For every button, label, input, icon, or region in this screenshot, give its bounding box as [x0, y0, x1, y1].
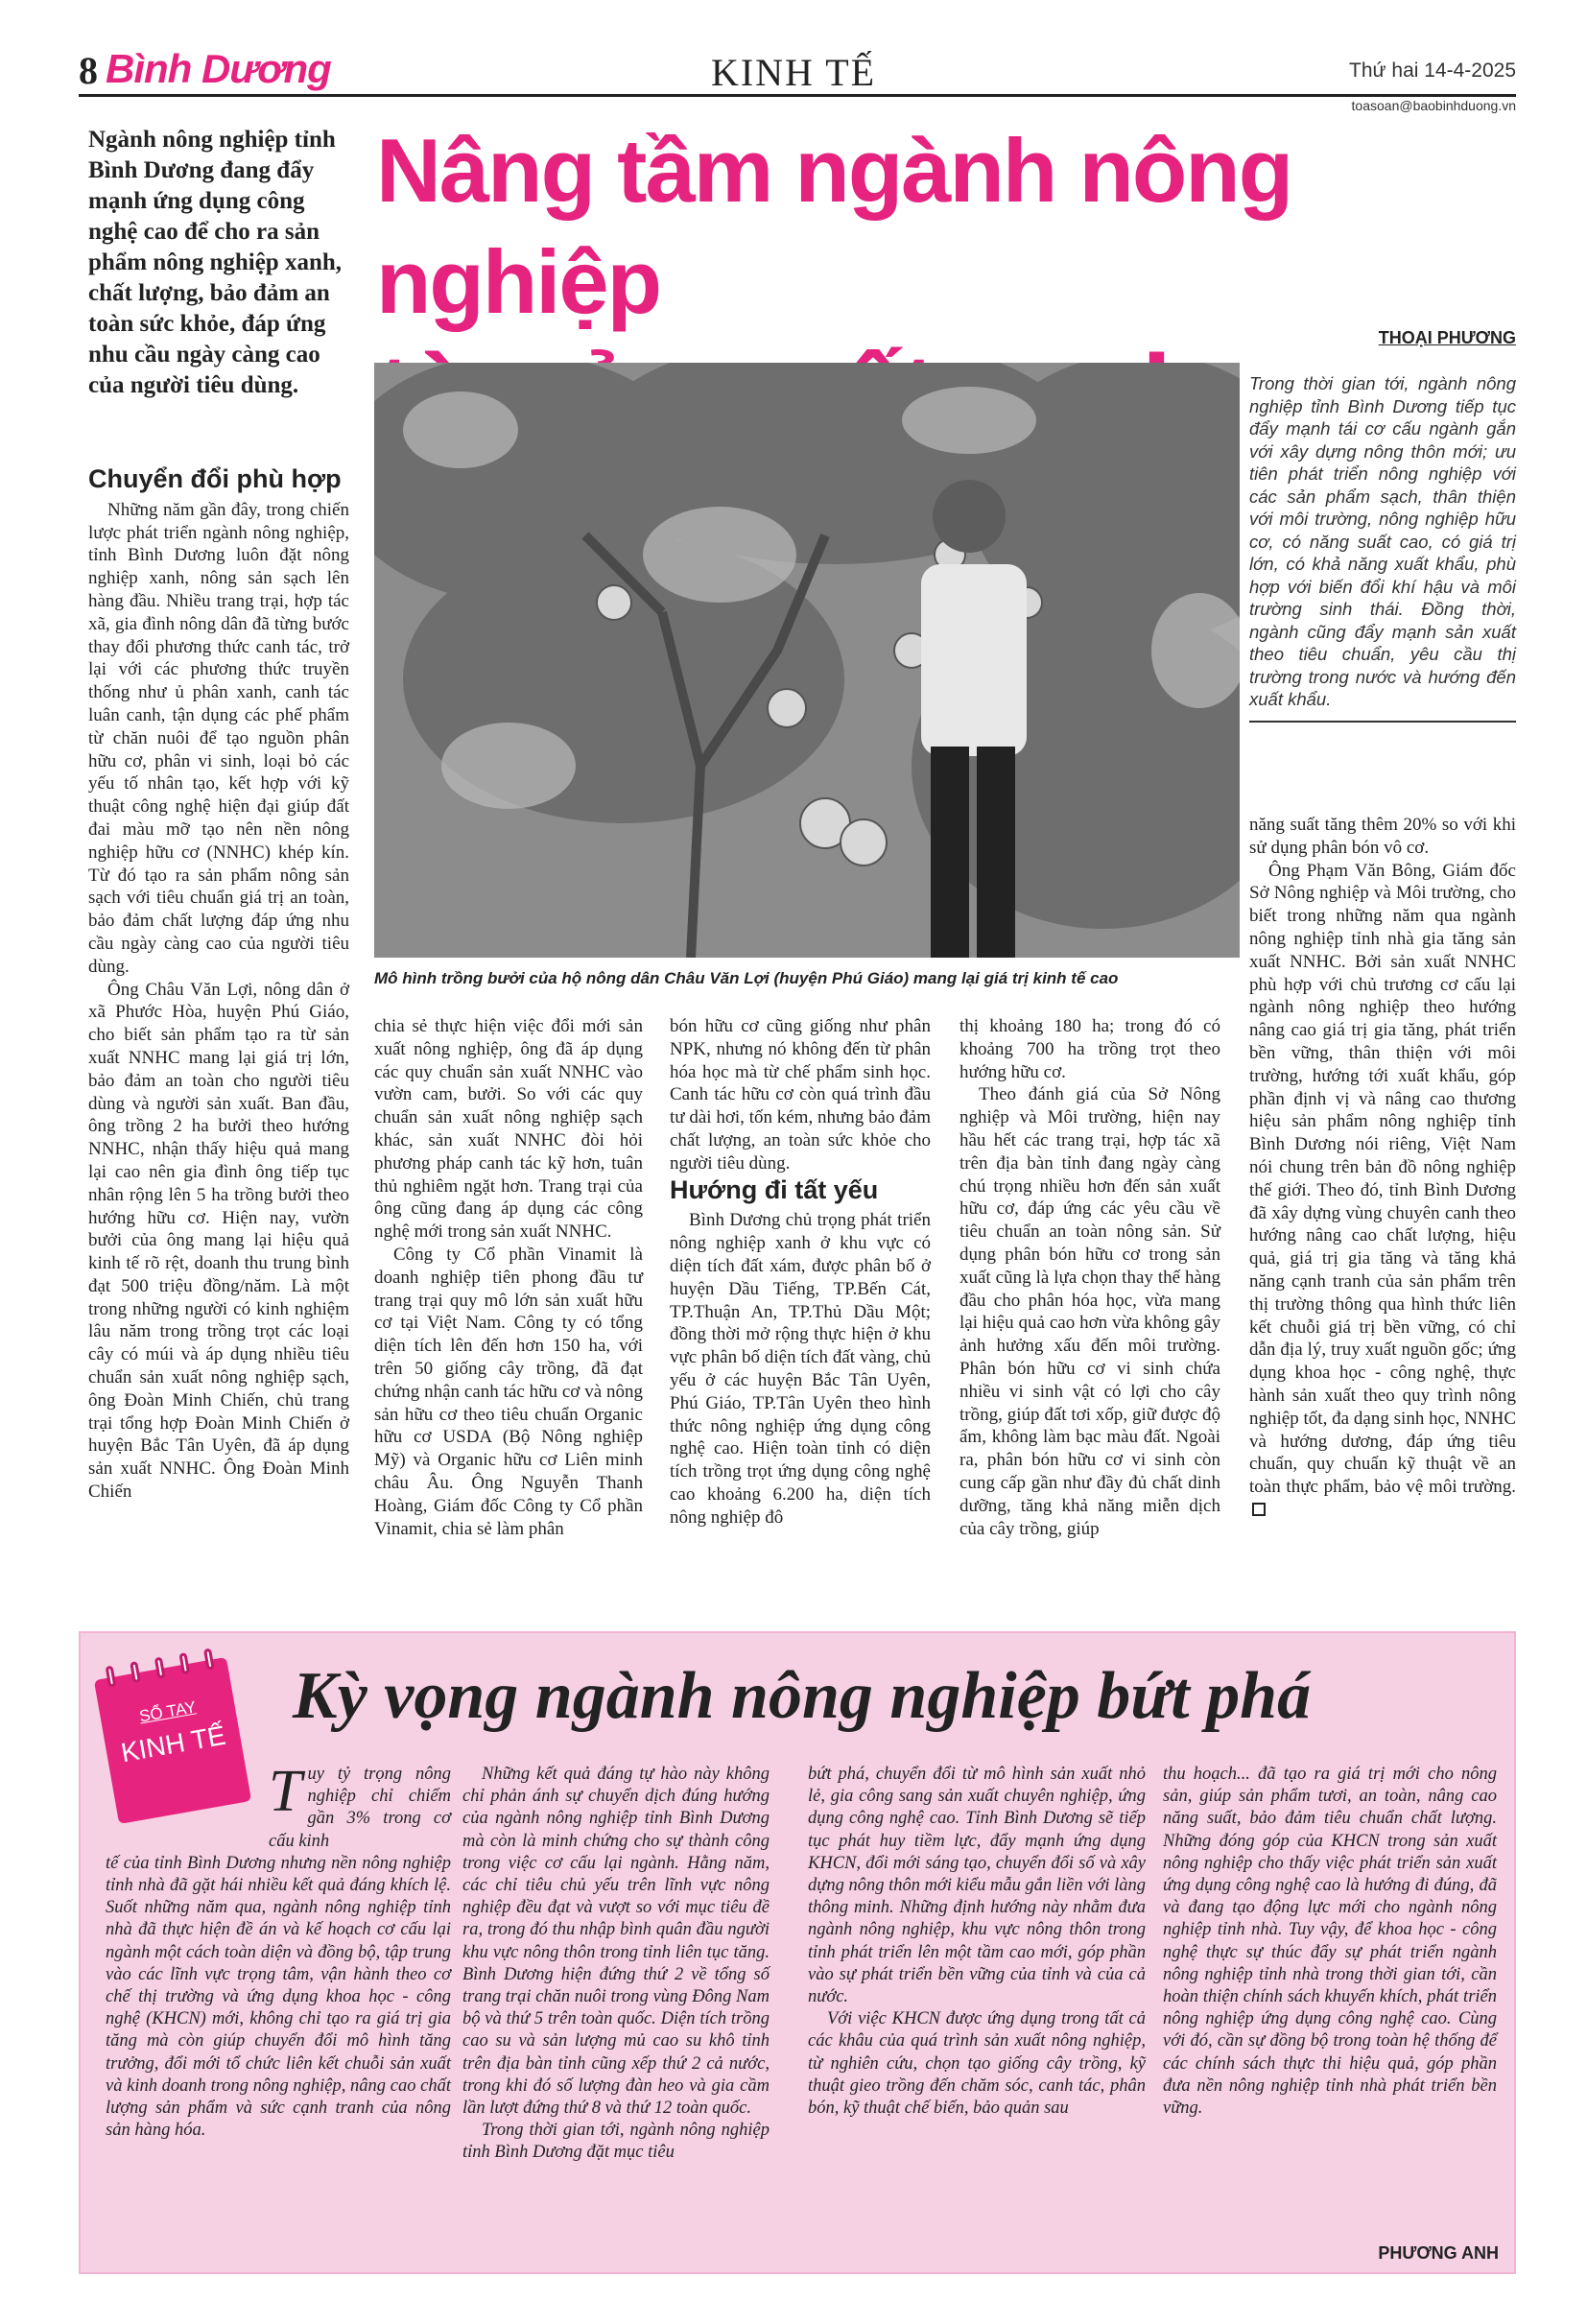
article-photo: [374, 363, 1240, 958]
end-mark-icon: [1252, 1503, 1266, 1516]
paragraph: thị khoảng 180 ha; trong đó có khoảng 700 ha trồng trọt theo hướng hữu cơ.: [959, 1016, 1220, 1082]
box-author: PHƯƠNG ANH: [1378, 2243, 1499, 2263]
article-column-2: [374, 1015, 643, 1540]
drop-cap: T: [269, 1759, 302, 1824]
contact-email: toasoan@baobinhduong.vn: [1351, 98, 1516, 113]
paragraph: Với việc KHCN được ứng dụng trong tất cả các khâu của quá trình sản xuất nông nghiệp, từ nghiên cứu, chọn tạo giống cây trồng, kỹ thuật gieo trồng đến chăm sóc, canh tác, phân bón, kỹ thuật chế biến, bảo quản sau: [808, 2009, 1146, 2119]
paragraph: bón hữu cơ cũng giống như phân NPK, nhưng nó không đến từ phân hóa học mà từ chế phẩm sinh học. Canh tác hữu cơ còn quá trình đầu tư dài hơi, tốn kém, nhưng bảo đảm chất lượng, an toàn sức khỏe cho người tiêu dùng.: [670, 1016, 931, 1174]
paragraph: năng suất tăng thêm 20% so với khi sử dụng phân bón vô cơ.: [1249, 815, 1516, 858]
paragraph: Những năm gần đây, trong chiến lược phát triển ngành nông nghiệp, tỉnh Bình Dương luôn đặt nông nghiệp xanh, nông sản sạch lên hàng đầu. Nhiều trang trại, hợp tác xã, gia đình nông dân đã từng bước thay đổi phương thức canh tác, trở lại với các phương thức truyền thống như ủ phân xanh, canh tác luân canh, tận dụng các phế phẩm từ chăn nuôi để tạo nguồn phân hữu cơ, phân vi sinh, loại bỏ các yếu tố nhân tạo, kết hợp với kỹ thuật công nghệ hiện đại giúp đất đai màu mỡ tạo nên nền nông nghiệp hữu cơ (NNHC) khép kín. Từ đó tạo ra sản phẩm nông sản sạch với tiêu chuẩn giá trị an toàn, bảo đảm chất lượng đáp ứng nhu cầu ngày càng cao của người tiêu dùng.: [88, 499, 349, 977]
paragraph: chia sẻ thực hiện việc đổi mới sản xuất nông nghiệp, ông đã áp dụng các quy chuẩn sản xuất NNHC vào vườn cam, bưởi. So với các quy chuẩn sản xuất nông nghiệp sạch khác, sản xuất NNHC đòi hỏi phương pháp canh tác kỹ hơn, tuân thủ nghiêm ngặt hơn. Trang trại của ông cũng đang áp dụng các công nghệ mới trong sản xuất NNHC.: [374, 1016, 643, 1243]
article-sapo: Ngành nông nghiệp tỉnh Bình Dương đang đẩy mạnh ứng dụng công nghệ cao để cho ra sản phẩm nông nghiệp xanh, chất lượng, bảo đảm an toàn sức khỏe, đáp ứng nhu cầu ngày càng cao của người tiêu dùng.: [88, 127, 343, 398]
paragraph: Theo đánh giá của Sở Nông nghiệp và Môi trường, hiện nay hầu hết các trang trại, hợp tác xã trên địa bàn tỉnh đang ngày càng chú trọng nhiều hơn đến sản xuất hữu cơ, đáp ứng các yêu cầu về tiêu chuẩn an toàn nông sản. Sử dụng phân bón hữu cơ trong sản xuất cũng là lựa chọn thay thế hàng đầu cho phân hóa học, vừa mang lại hiệu quả cao hơn vừa không gây ảnh hưởng xấu đến môi trường. Phân bón hữu cơ vi sinh chứa nhiều vi sinh vật có lợi cho cây trồng, giúp đất tơi xốp, giữ được độ ẩm, không làm bạc màu đất. Ngoài ra, phân bón hữu cơ vi sinh còn cung cấp gần như đầy đủ chất dinh dưỡng, tăng khả năng miễn dịch của cây trồng, giúp: [959, 1084, 1220, 1539]
article-byline: THOẠI PHƯƠNG: [1378, 328, 1516, 347]
subhead-1: Chuyển đổi phù hợp: [88, 464, 342, 493]
box-column-1: [106, 1759, 451, 2142]
paragraph-text: Ông Phạm Văn Bông, Giám đốc Sở Nông nghiệp và Môi trường, cho biết trong những năm qua ngành nông nghiệp tỉnh nhà gia tăng sản xuất NNHC. Bởi sản xuất NNHC phù hợp với chủ trương cơ cấu lại ngành nông nghiệp theo hướng nâng cao giá trị gia tăng, phát triển bền vững, thân thiện với môi trường, hướng tới xuất khẩu, góp phần định vị và nâng cao thương hiệu sản phẩm nông nghiệp tỉnh Bình Dương nói riêng, Việt Nam nói chung trên bản đồ nông nghiệp thế giới. Theo đó, tỉnh Bình Dương đã xây dựng vùng chuyên canh theo hướng nâng cao chất lượng, hiệu quả, giá trị gia tăng và tăng khả năng cạnh tranh của sản phẩm trên thị trường thông qua hình thức liên kết chuỗi giá trị bền vững, có chỉ dẫn địa lý, truy xuất nguồn gốc; ứng dụng khoa học - công nghệ, thực hành sản xuất theo quy trình nông nghiệp tốt, đa dạng sinh học, NNHC và hướng dương, đáp ứng tiêu chuẩn, quy chuẩn kỹ thuật về an toàn thực phẩm, bảo vệ môi trường.: [1249, 860, 1516, 1498]
newspaper-logo: Bình Dương: [106, 46, 331, 91]
headline-line-1: Nâng tầm ngành nông nghiệp: [376, 120, 1292, 332]
paragraph: Ông Châu Văn Lợi, nông dân ở xã Phước Hòa, huyện Phú Giáo, cho biết sản phẩm tạo ra từ sản xuất NNHC mang lại giá trị lớn, bảo đảm an toàn cho người tiêu dùng và người sản xuất. Ban đầu, ông trồng 2 ha bưởi theo hướng NNHC, nhận thấy hiệu quả mang lại cao nên gia đình ông tiếp tục nhân rộng lên 5 ha trồng bưởi theo hướng hữu cơ. Hiện nay, vườn bưởi của ông mang lại hiệu quả kinh tế rõ rệt, doanh thu trung bình đạt 500 triệu đồng/năm. Là một trong những người có kinh nghiệm lâu năm trong trồng trọt các loại cây có múi và áp dụng nhiều tiêu chuẩn sản xuất nông nghiệp sạch, ông Đoàn Minh Chiến, chủ trang trại tổng hợp Đoàn Minh Chiến ở huyện Bắc Tân Uyên, đã áp dụng sản xuất NNHC. Ông Đoàn Minh Chiến: [88, 979, 349, 1503]
paragraph: thu hoạch... đã tạo ra giá trị mới cho nông sản, giúp sản phẩm tươi, an toàn, nâng cao năng suất, bảo đảm tiêu chuẩn chất lượng. Những đóng góp của KHCN trong sản xuất nông nghiệp cho thấy việc phát triển sản xuất ứng dụng công nghệ cao là hướng đi đúng, đã và đang tạo động lực mới cho ngành nông nghiệp tỉnh nhà. Tuy vậy, để khoa học - công nghệ thực sự thúc đẩy sự phát triển ngành nông nghiệp tỉnh nhà trong thời gian tới, cần hoàn thiện chính sách khuyến khích, phát triển nông nghiệp ứng dụng công nghệ cao. Cùng với đó, cần sự đồng bộ trong toàn hệ thống để các chính sách thực thi hiệu quả, góp phần đưa nền nông nghiệp tỉnh nhà phát triển bền vững.: [1163, 1765, 1497, 2119]
box-column-4: [1163, 1764, 1497, 2120]
issue-date: Thứ hai 14-4-2025: [1349, 59, 1516, 82]
header-divider: [79, 94, 1516, 97]
page-number: 8: [79, 49, 98, 92]
badge-line-2: KINH TẾ: [118, 1719, 228, 1768]
paragraph: [1249, 860, 1516, 1522]
paragraph: Công ty Cổ phần Vinamit là doanh nghiệp tiên phong đầu tư trang trại quy mô lớn sản xuất hữu cơ tại Việt Nam. Công ty có tổng diện tích lên đến hơn 150 ha, với trên 50 giống cây trồng, đã đạt chứng nhận canh tác hữu cơ và nông sản hữu cơ theo tiêu chuẩn Organic hữu cơ USDA (Bộ Nông nghiệp Mỹ) và Organic hữu cơ Liên minh châu Âu. Ông Nguyễn Thanh Hoàng, Giám đốc Công ty Cổ phần Vinamit, chia sẻ làm phân: [374, 1244, 643, 1539]
photo-caption: Mô hình trồng bưởi của hộ nông dân Châu Văn Lợi (huyện Phú Giáo) mang lại giá trị kinh tế cao: [374, 969, 1119, 987]
article-column-1: [88, 464, 349, 1504]
subhead-2: Hướng đi tất yếu: [670, 1174, 879, 1204]
box-lead: [269, 1759, 451, 1853]
article-column-3: [670, 1015, 931, 1530]
photo-illustration: [374, 363, 1240, 958]
badge-line-1: SỔ TAY: [137, 1697, 198, 1726]
box-title: Kỳ vọng ngành nông nghiệp bứt phá: [293, 1659, 1312, 1733]
box-lead-text: uy tỷ trọng nông nghiệp chỉ chiếm gần 3% trong cơ cấu kinh: [269, 1765, 451, 1851]
box-column-3: [808, 1764, 1146, 2120]
section-title: KINH TẾ: [710, 51, 877, 94]
paragraph: tế của tỉnh Bình Dương nhưng nền nông nghiệp tỉnh nhà đã gặt hái nhiều kết quả đáng khích lệ. Suốt những năm qua, ngành nông nghiệp tỉnh nhà đã thực hiện đề án và kế hoạch cơ cấu lại ngành một cách toàn diện và đồng bộ, tập trung vào các lĩnh vực trọng tâm, vận hành theo cơ chế thị trường và ứng dụng khoa học - công nghệ (KHCN) mới, không chỉ tạo ra giá trị gia tăng mà còn giúp chuyển đổi mô hình tăng trưởng, đổi mới tổ chức liên kết chuỗi sản xuất và kinh doanh trong nông nghiệp, nâng cao chất lượng sản phẩm và sức cạnh tranh của nông sản hàng hóa.: [106, 1853, 451, 2141]
article-column-5: [1249, 814, 1516, 1522]
paragraph: Trong thời gian tới, ngành nông nghiệp tỉnh Bình Dương đặt mục tiêu: [462, 2121, 770, 2163]
pull-quote: Trong thời gian tới, ngành nông nghiệp tỉnh Bình Dương tiếp tục đẩy mạnh tái cơ cấu ngành gắn với xây dựng nông thôn mới; ưu tiên phát triển nông nghiệp với các sản phẩm sạch, thân thiện với môi trường, nông nghiệp hữu cơ, có năng suất cao, có giá trị lớn, có khả năng xuất khẩu, phù hợp với biến đổi khí hậu và môi trường sinh thái. Đồng thời, ngành cũng đẩy mạnh sản xuất theo tiêu chuẩn, yêu cầu thị trường trong nước và hướng đến xuất khẩu.: [1249, 372, 1516, 723]
paragraph: Những kết quả đáng tự hào này không chỉ phản ánh sự chuyển dịch đúng hướng của ngành nông nghiệp tỉnh Bình Dương mà còn là minh chứng cho sự thành công trong việc cơ cấu lại ngành. Hằng năm, các chỉ tiêu chủ yếu trên lĩnh vực nông nghiệp đều đạt và vượt so với mục tiêu đề ra, trong đó thu nhập bình quân đầu người khu vực nông thôn trong tỉnh liên tục tăng. Bình Dương hiện đứng thứ 2 về tổng số trang trại chăn nuôi trong vùng Đông Nam bộ và thứ 5 trên toàn quốc. Diện tích trồng cao su và sản lượng mủ cao su khô tỉnh trên địa bàn tỉnh cũng xếp thứ 2 cả nước, trong khi đó số lượng đàn heo và gia cầm lần lượt đứng thứ 8 và thứ 12 toàn quốc.: [462, 1765, 770, 2119]
article-column-4: [959, 1015, 1220, 1540]
paragraph: Bình Dương chủ trọng phát triển nông nghiệp xanh ở khu vực có diện tích đất xám, được phân bố ở huyện Dầu Tiếng, TP.Bến Cát, TP.Thuận An, TP.Thủ Dầu Một; đồng thời mở rộng thực hiện ở khu vực phân bố diện tích đất vàng, chủ yếu ở các huyện Bắc Tân Uyên, Phú Giáo, TP.Tân Uyên theo hình thức nông nghiệp ứng dụng công nghệ cao. Hiện toàn tỉnh có diện tích trồng trọt ứng dụng công nghệ cao khoảng 6.200 ha, diện tích nông nghiệp đô: [670, 1210, 931, 1528]
paragraph: bứt phá, chuyển đổi từ mô hình sản xuất nhỏ lẻ, gia công sang sản xuất chuyên nghiệp, ứng dụng công nghệ cao. Tỉnh Bình Dương sẽ tiếp tục phát huy tiềm lực, đẩy mạnh ứng dụng KHCN, đổi mới sáng tạo, chuyển đổi số và xây dựng nông thôn mới kiểu mẫu gắn liền với làng thông minh. Những định hướng này nhằm đưa ngành nông nghiệp, khu vực nông thôn trong tỉnh phát triển lên một tầm cao mới, góp phần vào sự phát triển bền vững của tỉnh và của cả nước.: [808, 1765, 1147, 2007]
box-column-2: [462, 1764, 770, 2165]
